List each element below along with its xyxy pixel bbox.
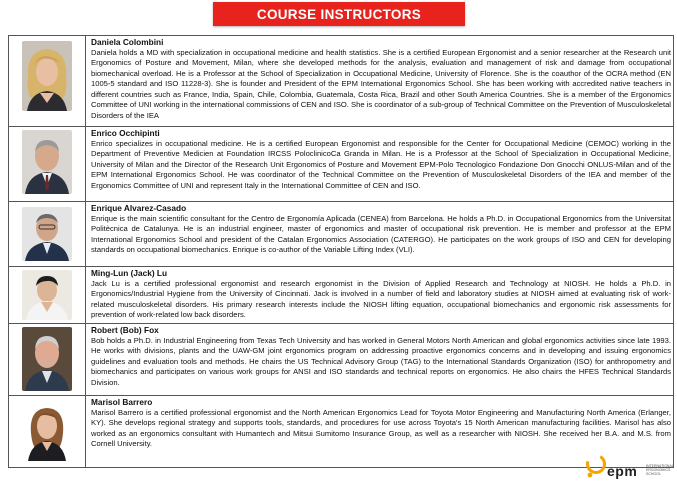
instructor-name: Daniela Colombini (91, 37, 164, 47)
instructor-row (9, 36, 674, 127)
instructor-text-cell (86, 202, 674, 267)
instructor-row (9, 396, 674, 468)
instructor-bio: Bob holds a Ph.D. in Industrial Engineering from Texas Tech University and has worked in General Motors North American and global ergonomics activities since late 1993. He works with divisions, plants and the UAW-GM joint ergonomics program on addressing proactive ergonomics concerns and in developing and issuing ergonomics guidelines and evaluation tools and methods. He chairs the US Technical Advisory Group (TAG) to the International Standards Organization (ISO) for anthropometry and biomechanics and participates on various work groups for ANSI and ISO standards and technical reports on ergonomics. He also chairs the HFES Technical Standards Division. (91, 335, 671, 387)
photo-cell (9, 267, 86, 324)
instructor-photo (22, 327, 72, 391)
instructor-text-cell (86, 267, 674, 324)
instructor-text-cell (86, 324, 674, 396)
photo-cell (9, 202, 86, 267)
instructor-bio: Enrico specializes in occupational medicine. He is a certified European Ergonomist and responsible for the Center for Occupational Medicine (CEMOC) working in the Department of Preventive Medicien at Foundation IRCSS PoloclinicoCa Granda in Milan. He is a Professor at the School of Specialization in Occupational Medicine, University of Milan and the Director of the Research Unit Ergonomics of Posture and Movement EPM-Polo Tecnologico Fondazione Don Gnocchi ONLUS-Milan and of the EPM International Ergonomics School. He was coordinator of the Technical Committee on the Prevention of Musculoskeletal Disorders of the IEA and member of the Ergonomics Committee of UNI and represent Italy in the International Committee of CEN and ISO. (91, 138, 671, 190)
photo-cell (9, 127, 86, 202)
instructor-photo (22, 41, 72, 111)
instructor-photo (22, 130, 72, 194)
course-instructors-banner (213, 2, 465, 26)
instructor-text-cell (86, 127, 674, 202)
logo-subtitle: INTERNATIONAL ERGONOMICS SCHOOL (646, 464, 674, 476)
instructor-name: Marisol Barrero (91, 397, 153, 407)
logo-text: epm (607, 463, 638, 479)
instructor-bio: Daniela holds a MD with specialization in occupational medicine and health statistics. She is a certified European Ergonomist and a senior researcher at the Research unit Ergonomics of Posture and Movement, Milan, where she developed methods for the analysis, evaluation and management of risk and damage from occupational biomechanical overload. He is a Professor at the School of Specialization in Occupational Medicine, University of Florence. She is the coauthor of the OCRA method (EN 1005-5 standard and ISO 11228-3). She is founder and President of the EPM International Ergonomics School. She has been working with accredited native teachers in different countries such as France, India, Spain, Chile, Colombia, Guatemala, Costa Rica, Brazil and other South America Countries. She is a member of the Ergonomics Committee of UNI working in the international commissions of CEN and ISO. She is coordinator of a sub-group of Technical Committee on the Prevention of Musculoskeletal Disorders of the IEA (91, 47, 671, 121)
banner-title: COURSE INSTRUCTORS (256, 6, 422, 22)
photo-cell (9, 324, 86, 396)
instructor-bio: Enrique is the main scientific consultant for the Centro de Ergonomía Aplicada (CENEA) from Barcelona. He holds a Ph.D. in Occupational Ergonomics from the Universitat Politècnica de Catalunya. He is an industrial engineer, master of ergonomics and master of occupational risk prevention. He is member and professor at the EPM International Ergonomics School and president of the Catalan Ergonomics Association (CATERGO). He participates on the work groups of ISO and CEN for developing standards on occupational biomechanics. Enrique is co-author of the Variable Lifting Index (VLI). (91, 213, 671, 255)
instructor-bio: Marisol Barrero is a certified professional ergonomist and the North American Ergonomics Lead for Toyota Motor Engineering and Manufacturing North America (Erlanger, KY). She develops regional strategy and supports tools, standards, and procedures for use across Toyota's 15 North American manufacturing facilities. Marisol has also worked as an ergonomics consultant with Humantech and Mitsui Sumitomo Insurance Group, as well as a researcher with NIOSH. She received her B.A. and M.S. from Cornell University. (91, 407, 671, 449)
epm-logo (585, 452, 675, 484)
instructor-row (9, 127, 674, 202)
photo-cell (9, 36, 86, 127)
instructor-photo (22, 270, 72, 320)
instructor-name: Enrico Occhipinti (91, 128, 160, 138)
instructor-photo (22, 207, 72, 261)
instructors-table (8, 35, 674, 468)
instructor-bio: Jack Lu is a certified professional ergonomist and research ergonomist in the Division of Applied Research and Technology at NIOSH. He holds a Ph.D. in Ergonomics/Industrial Hygiene from the University of Cincinnati. Jack is involved in a number of field and laboratory studies at NIOSH aimed at evaluating risk of work-related musculoskeletal disorders. His primary research interests include the NIOSH lifting equation, occupational biomechanics and ergonomic risk assessments for prevention of work-related low back disorders. (91, 278, 671, 320)
instructor-row (9, 324, 674, 396)
instructor-text-cell (86, 36, 674, 127)
instructor-photo (22, 399, 72, 461)
instructor-row (9, 202, 674, 267)
photo-cell (9, 396, 86, 468)
instructor-name: Enrique Alvarez-Casado (91, 203, 187, 213)
instructor-name: Ming-Lun (Jack) Lu (91, 268, 168, 278)
instructor-name: Robert (Bob) Fox (91, 325, 159, 335)
instructor-row (9, 267, 674, 324)
